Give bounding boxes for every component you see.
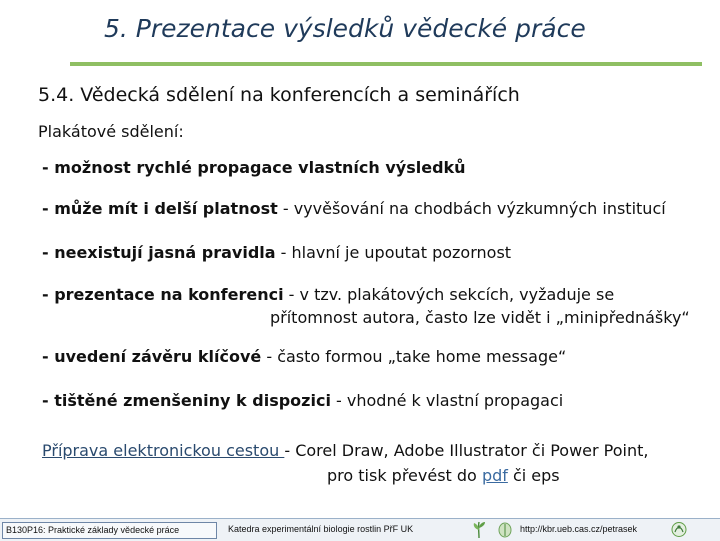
list-item <box>42 243 511 262</box>
list-item <box>42 158 466 177</box>
list-item <box>42 391 563 410</box>
list-item <box>42 199 666 218</box>
item-text: - vhodné k vlastní propagaci <box>330 391 564 410</box>
cont-prefix: pro tisk převést do <box>327 466 482 485</box>
item-text: - vyvěšování na chodbách výzkumných institucí <box>277 199 666 218</box>
footer-course: B130P16: Praktické základy vědecké práce <box>2 522 217 539</box>
item-bold: - může mít i delší platnost <box>42 199 278 218</box>
electronic-prep-text: - Corel Draw, Adobe Illustrator či Power Point, <box>284 441 649 460</box>
title-divider <box>70 62 702 66</box>
item-bold: - prezentace na konferenci <box>42 285 284 304</box>
item-bold: - neexistují jasná pravidla <box>42 243 276 262</box>
item-bold: - tištěné zmenšeniny k dispozici <box>42 391 331 410</box>
footer-url: http://kbr.ueb.cas.cz/petrasek <box>520 524 638 534</box>
item-text: - často formou „take home message“ <box>261 347 567 366</box>
list-item <box>42 285 614 304</box>
section-heading: 5.4. Vědecká sdělení na konferencích a seminářích <box>38 84 520 106</box>
item-bold: - uvedení závěru klíčové <box>42 347 262 366</box>
slide-title: 5. Prezentace výsledků vědecké práce <box>104 14 586 43</box>
list-item <box>42 347 566 366</box>
item-text: - hlavní je upoutat pozornost <box>275 243 512 262</box>
item-bold: - možnost rychlé propagace vlastních výsledků <box>42 158 466 177</box>
item-text: - v tzv. plakátových sekcích, vyžaduje se <box>283 285 615 304</box>
leaf-logo-icon <box>496 520 514 539</box>
item-continuation: přítomnost autora, často lze vidět i „minipřednášky“ <box>270 308 690 327</box>
subheading: Plakátové sdělení: <box>38 122 184 141</box>
institute-logo-icon <box>670 520 688 539</box>
footer-bar <box>0 518 720 541</box>
electronic-prep-line <box>42 441 649 460</box>
cont-suffix: či eps <box>507 466 560 485</box>
pdf-link[interactable]: pdf <box>481 466 508 485</box>
plant-logo-icon <box>470 520 488 539</box>
electronic-prep-continuation <box>327 466 560 485</box>
electronic-prep-link[interactable]: Příprava elektronickou cestou <box>42 441 285 460</box>
footer-department: Katedra experimentální biologie rostlin PřF UK <box>228 524 414 534</box>
